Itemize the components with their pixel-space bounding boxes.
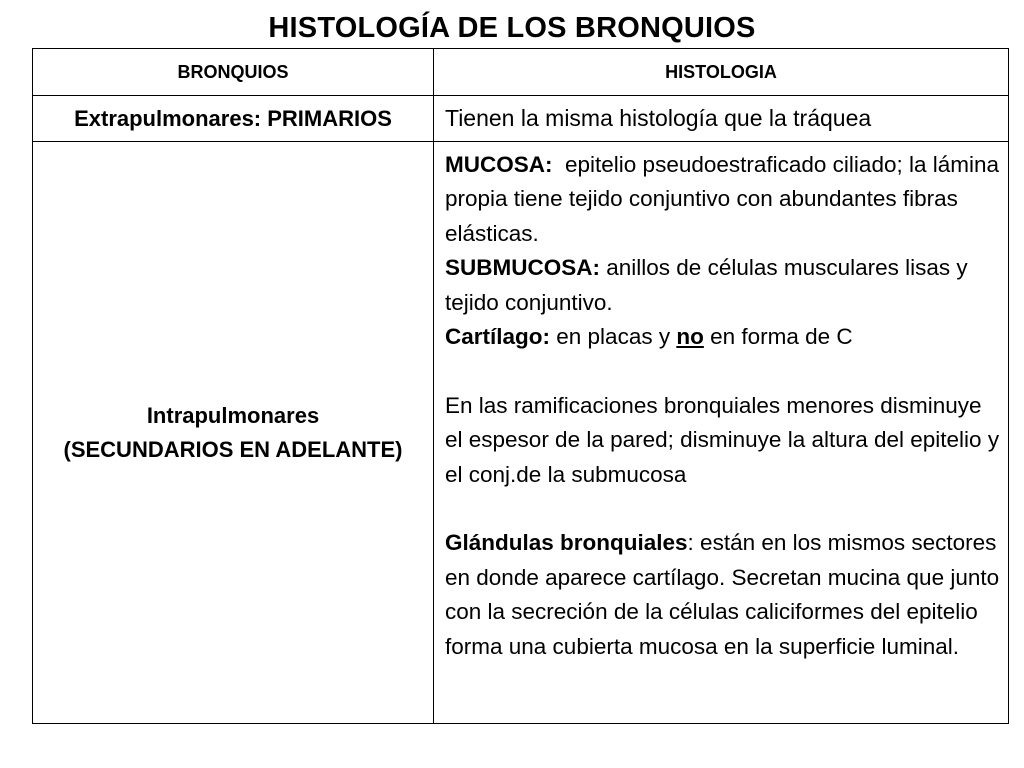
glandulas-paragraph bbox=[445, 526, 1000, 664]
mucosa-text: epitelio pseudoestraficado ciliado; la lámina propia tiene tejido conjuntivo con abundantes fibras elásticas. bbox=[445, 152, 1006, 246]
paragraph-spacer bbox=[445, 354, 1000, 388]
table-header-row bbox=[33, 49, 1009, 96]
cartilago-no-emphasis: no bbox=[676, 324, 704, 350]
cell-extrapulmonares-histologia: Tienen la misma histología que la tráquea bbox=[434, 96, 1009, 142]
submucosa-text: anillos de células musculares lisas y tejido conjuntivo. bbox=[445, 255, 974, 315]
histology-table bbox=[32, 48, 1009, 724]
table-row-extrapulmonares bbox=[33, 96, 1009, 142]
intrapulmonares-label: Intrapulmonares bbox=[146, 402, 320, 428]
page-title: HISTOLOGÍA DE LOS BRONQUIOS bbox=[268, 12, 756, 44]
cell-intrapulmonares bbox=[33, 142, 434, 724]
cell-intrapulmonares-histologia bbox=[434, 142, 1009, 724]
header-bronquios: BRONQUIOS bbox=[33, 49, 434, 96]
cartilago-paragraph bbox=[445, 320, 1000, 354]
glandulas-label: Glándulas bronquiales bbox=[445, 530, 688, 556]
header-histologia: HISTOLOGIA bbox=[434, 49, 1009, 96]
ramificaciones-paragraph: En las ramificaciones bronquiales menores disminuye el espesor de la pared; disminuye la altura del epitelio y el conj.de la submucosa bbox=[445, 392, 1000, 487]
paragraph-spacer bbox=[445, 492, 1000, 526]
table-row-intrapulmonares bbox=[33, 142, 1009, 724]
mucosa-paragraph bbox=[445, 148, 1006, 251]
cartilago-text-2: en forma de C bbox=[703, 324, 853, 350]
glandulas-text: : están en los mismos sectores en donde aparece cartílago. Secretan mucina que junto con la secreción de la células caliciformes del epitelio forma una cubierta mucosa en la superficie luminal. bbox=[445, 530, 1000, 659]
cartilago-label: Cartílago: bbox=[445, 324, 551, 350]
cartilago-text-1: en placas y bbox=[550, 324, 677, 350]
cell-extrapulmonares: Extrapulmonares: PRIMARIOS bbox=[33, 96, 434, 142]
mucosa-label: MUCOSA: bbox=[445, 152, 553, 177]
submucosa-paragraph bbox=[445, 251, 1000, 320]
secundarios-label: (SECUNDARIOS EN ADELANTE) bbox=[63, 436, 403, 462]
submucosa-label: SUBMUCOSA: bbox=[445, 255, 600, 281]
